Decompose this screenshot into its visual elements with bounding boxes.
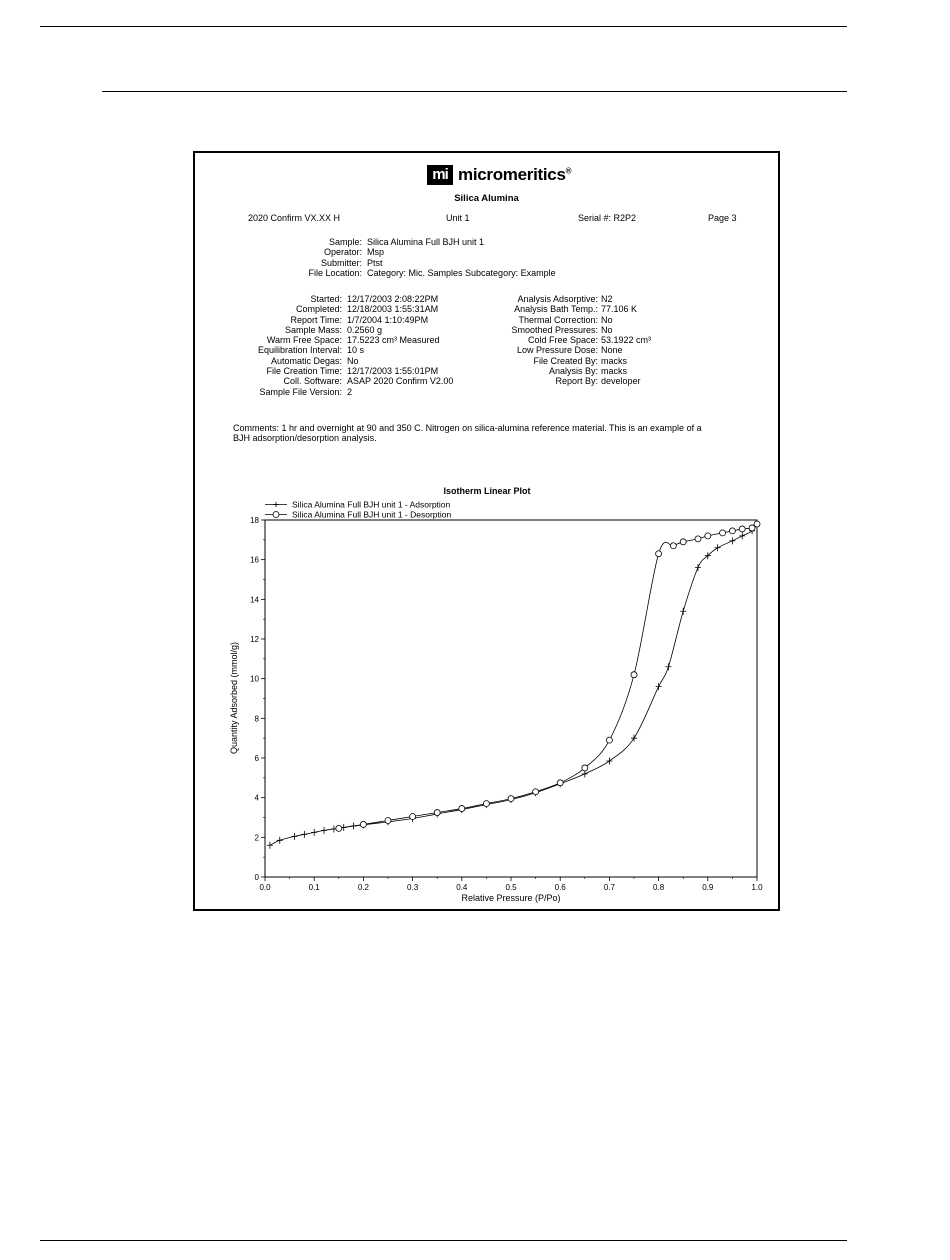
detail-value: No bbox=[601, 324, 613, 335]
adsorption-point bbox=[739, 532, 745, 539]
detail-key: Report Time: bbox=[290, 314, 342, 325]
detail-value: None bbox=[601, 345, 623, 356]
adsorption-point bbox=[582, 770, 588, 777]
adsorption-point bbox=[715, 544, 721, 551]
detail-value: 10 s bbox=[347, 345, 365, 356]
x-axis-label: Relative Pressure (P/Po) bbox=[461, 893, 561, 903]
detail-row bbox=[195, 315, 495, 325]
desorption-point bbox=[483, 801, 489, 807]
x-tick-label: 0.6 bbox=[554, 883, 566, 892]
desorption-point bbox=[582, 765, 588, 771]
x-tick-label: 0.4 bbox=[456, 883, 468, 892]
desorption-line bbox=[339, 524, 757, 828]
adsorption-point bbox=[321, 827, 327, 834]
detail-key: Thermal Correction: bbox=[518, 314, 598, 325]
y-axis bbox=[250, 516, 265, 882]
detail-key: Report By: bbox=[555, 376, 598, 387]
adsorption-point bbox=[301, 831, 307, 838]
y-tick-label: 6 bbox=[254, 754, 259, 763]
file-location-row bbox=[195, 268, 778, 278]
desorption-point bbox=[656, 551, 662, 557]
detail-key: Automatic Degas: bbox=[270, 355, 342, 366]
detail-value: 17.5223 cm³ Measured bbox=[347, 335, 440, 346]
y-tick-label: 10 bbox=[250, 674, 259, 684]
header-rule bbox=[102, 91, 847, 92]
detail-key: Warm Free Space: bbox=[266, 335, 342, 346]
y-tick-label: 4 bbox=[254, 793, 259, 803]
unit-label: Unit 1 bbox=[446, 213, 470, 223]
detail-row bbox=[195, 335, 495, 345]
detail-row bbox=[475, 345, 778, 355]
adsorption-point bbox=[606, 757, 612, 764]
detail-row bbox=[475, 294, 778, 304]
x-tick-label: 0.7 bbox=[603, 883, 615, 892]
detail-value: 2 bbox=[347, 386, 353, 397]
y-axis-label: Quantity Adsorbed (mmol/g) bbox=[229, 641, 239, 755]
detail-key: Coll. Software: bbox=[283, 376, 342, 387]
legend-label-desorption: Silica Alumina Full BJH unit 1 - Desorption bbox=[292, 509, 452, 520]
desorption-point bbox=[670, 543, 676, 549]
operator-key: Operator: bbox=[323, 247, 362, 258]
desorption-point bbox=[749, 525, 755, 531]
detail-row bbox=[475, 356, 778, 366]
detail-row bbox=[195, 366, 495, 376]
detail-key: Started: bbox=[310, 294, 342, 304]
x-tick-label: 0.5 bbox=[505, 883, 517, 892]
file-location-value: Category: Mic. Samples Subcategory: Example bbox=[367, 267, 556, 278]
detail-value: 53.1922 cm³ bbox=[601, 335, 652, 346]
detail-key: File Created By: bbox=[533, 355, 598, 366]
chart-legend bbox=[265, 500, 451, 520]
detail-row bbox=[195, 325, 495, 335]
detail-row bbox=[195, 345, 495, 355]
detail-key: Equilibration Interval: bbox=[257, 345, 342, 356]
brand-mark-icon: mi bbox=[427, 165, 453, 185]
adsorption-point bbox=[311, 829, 317, 836]
isotherm-chart bbox=[225, 483, 765, 908]
adsorption-point bbox=[351, 823, 357, 830]
x-tick-label: 0.8 bbox=[653, 883, 665, 892]
adsorption-point bbox=[665, 663, 671, 670]
detail-row bbox=[475, 304, 778, 314]
detail-row bbox=[475, 335, 778, 345]
desorption-point bbox=[336, 825, 342, 831]
sample-info bbox=[195, 237, 778, 278]
x-tick-label: 0.0 bbox=[259, 883, 271, 892]
detail-key: Sample Mass: bbox=[284, 324, 342, 335]
detail-value: 77.106 K bbox=[601, 304, 638, 315]
detail-row bbox=[195, 376, 495, 386]
y-tick-label: 14 bbox=[250, 595, 259, 605]
y-tick-label: 16 bbox=[250, 555, 259, 565]
desorption-point bbox=[739, 526, 745, 532]
desorption-point bbox=[360, 821, 366, 827]
comments-line-2: BJH adsorption/desorption analysis. bbox=[233, 433, 377, 443]
detail-key: Analysis Bath Temp.: bbox=[514, 304, 598, 315]
legend-marker-desorption bbox=[273, 512, 279, 518]
sample-key: Sample: bbox=[328, 237, 362, 247]
detail-key: Analysis Adsorptive: bbox=[517, 294, 598, 304]
file-location-key: File Location: bbox=[308, 267, 362, 278]
series-markers bbox=[267, 520, 760, 848]
detail-row bbox=[195, 356, 495, 366]
detail-key: Completed: bbox=[295, 304, 342, 315]
detail-key: Smoothed Pressures: bbox=[511, 324, 598, 335]
y-tick-label: 8 bbox=[254, 714, 259, 724]
detail-value: No bbox=[347, 355, 359, 366]
y-tick-label: 2 bbox=[254, 833, 259, 843]
submitter-row bbox=[195, 258, 778, 268]
legend-label-adsorption: Silica Alumina Full BJH unit 1 - Adsorption bbox=[292, 499, 451, 510]
desorption-point bbox=[606, 737, 612, 743]
y-tick-label: 18 bbox=[250, 516, 259, 525]
detail-value: macks bbox=[601, 366, 628, 377]
brand-name: micromeritics® bbox=[458, 165, 572, 184]
detail-value: developer bbox=[601, 376, 641, 387]
detail-row bbox=[475, 366, 778, 376]
detail-key: Analysis By: bbox=[548, 366, 598, 377]
adsorption-point bbox=[267, 842, 273, 849]
detail-key: Cold Free Space: bbox=[527, 335, 598, 346]
x-tick-label: 0.9 bbox=[702, 883, 714, 892]
details-left bbox=[195, 294, 495, 397]
adsorption-point bbox=[680, 608, 686, 615]
sample-row bbox=[195, 237, 778, 247]
desorption-point bbox=[557, 780, 563, 786]
desorption-point bbox=[508, 796, 514, 802]
y-tick-label: 12 bbox=[250, 635, 259, 644]
desorption-point bbox=[533, 789, 539, 795]
detail-key: File Creation Time: bbox=[266, 366, 342, 377]
details-right bbox=[475, 294, 778, 387]
sample-value: Silica Alumina Full BJH unit 1 bbox=[367, 237, 485, 247]
detail-row bbox=[195, 387, 495, 397]
software-id: 2020 Confirm VX.XX H bbox=[248, 213, 341, 223]
operator-value: Msp bbox=[367, 247, 385, 258]
detail-value: 12/18/2003 1:55:31AM bbox=[347, 304, 439, 315]
detail-value: No bbox=[601, 314, 613, 325]
detail-value: 1/7/2004 1:10:49PM bbox=[347, 314, 429, 325]
desorption-point bbox=[729, 528, 735, 534]
submitter-value: Ptst bbox=[367, 257, 383, 268]
detail-key: Low Pressure Dose: bbox=[516, 345, 598, 356]
detail-value: macks bbox=[601, 355, 628, 366]
desorption-point bbox=[631, 672, 637, 678]
detail-value: 12/17/2003 1:55:01PM bbox=[347, 366, 439, 377]
serial-number: Serial #: R2P2 bbox=[578, 213, 637, 223]
desorption-point bbox=[680, 539, 686, 545]
y-tick-label: 0 bbox=[254, 873, 259, 882]
desorption-point bbox=[434, 810, 440, 816]
x-tick-label: 0.3 bbox=[407, 883, 419, 892]
bottom-rule bbox=[40, 1240, 847, 1241]
submitter-key: Submitter: bbox=[320, 257, 362, 268]
desorption-point bbox=[410, 814, 416, 820]
desorption-point bbox=[459, 806, 465, 812]
detail-key: Sample File Version: bbox=[259, 386, 342, 397]
detail-row bbox=[195, 294, 495, 304]
detail-value: 12/17/2003 2:08:22PM bbox=[347, 294, 439, 304]
operator-row bbox=[195, 247, 778, 257]
chart-title: Isotherm Linear Plot bbox=[443, 486, 531, 496]
desorption-point bbox=[720, 530, 726, 536]
desorption-point bbox=[385, 817, 391, 823]
legend-marker-adsorption bbox=[274, 502, 279, 507]
adsorption-point bbox=[695, 564, 701, 571]
adsorption-point bbox=[277, 837, 283, 844]
x-axis bbox=[259, 877, 763, 892]
page-number: Page 3 bbox=[708, 213, 737, 223]
detail-value: 0.2560 g bbox=[347, 324, 383, 335]
detail-row bbox=[195, 304, 495, 314]
desorption-point bbox=[695, 536, 701, 542]
desorption-point bbox=[705, 533, 711, 539]
plot-area bbox=[265, 520, 757, 877]
detail-value: ASAP 2020 Confirm V2.00 bbox=[347, 376, 454, 387]
x-tick-label: 1.0 bbox=[751, 883, 763, 892]
report-title: Silica Alumina bbox=[454, 193, 519, 204]
comments-line-1: Comments: 1 hr and overnight at 90 and 350 C. Nitrogen on silica-alumina reference material. This is an example of a bbox=[233, 423, 702, 433]
x-tick-label: 0.1 bbox=[308, 883, 320, 892]
x-tick-label: 0.2 bbox=[357, 883, 369, 892]
detail-value: N2 bbox=[601, 294, 613, 304]
detail-row bbox=[475, 325, 778, 335]
adsorption-point bbox=[656, 683, 662, 690]
top-rule bbox=[40, 26, 847, 27]
adsorption-point bbox=[729, 537, 735, 544]
detail-row bbox=[475, 376, 778, 386]
adsorption-point bbox=[292, 833, 298, 840]
report-frame bbox=[193, 151, 780, 911]
brand-logo bbox=[427, 165, 571, 185]
detail-row bbox=[475, 315, 778, 325]
